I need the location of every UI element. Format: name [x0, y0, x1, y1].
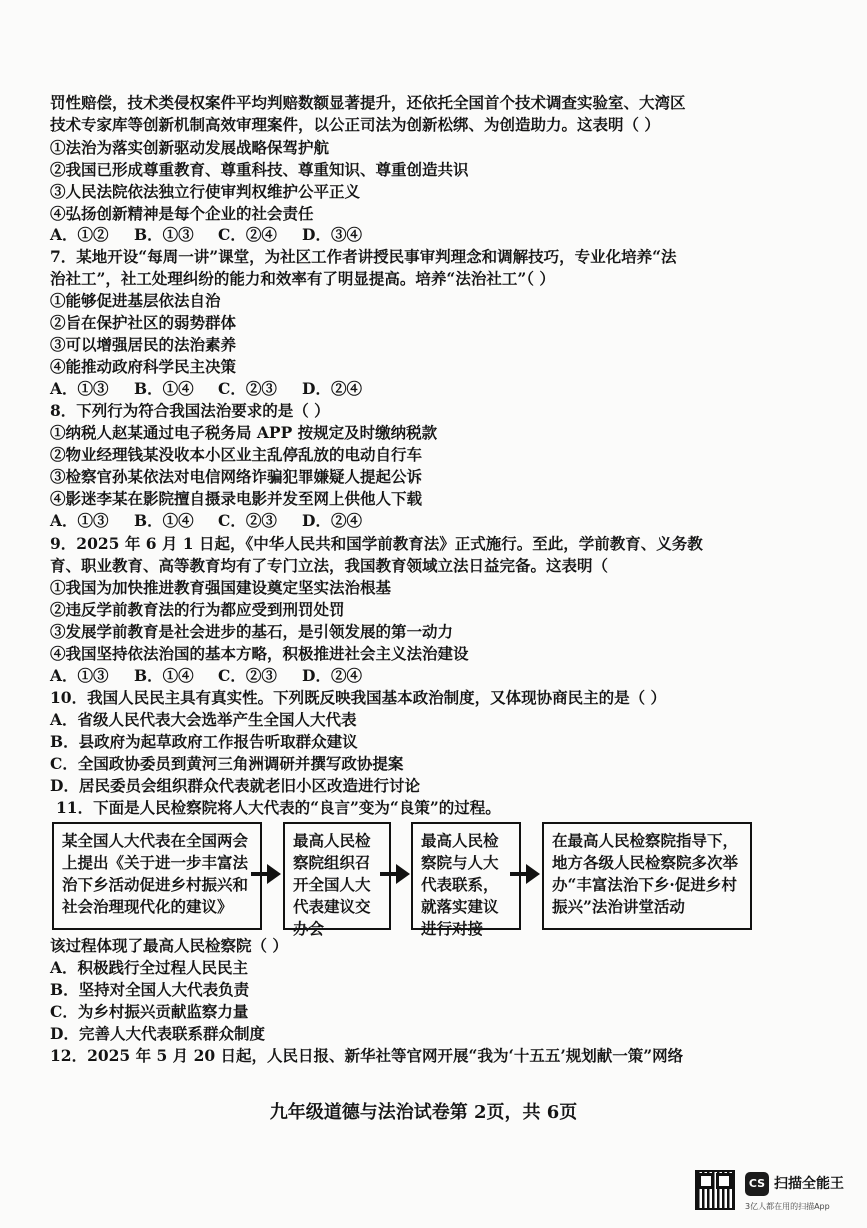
flow-step-3: 最高人民检察院与人大代表联系，就落实建议进行对接 — [411, 822, 521, 930]
footer-text: 九年级道德与法治试卷第 2页，共 6页 — [269, 1102, 578, 1123]
text-line: ④能推动政府科学民主决策 — [50, 357, 237, 376]
scanner-tagline: 3亿人都在用的扫描App — [745, 1202, 830, 1211]
flow-step-4: 在最高人民检察院指导下，地方各级人民检察院多次举办“丰富法治下乡·促进乡村振兴”法治讲堂活动 — [542, 822, 752, 930]
text-line: D．居民委员会组织群众代表就老旧小区改造进行讨论 — [50, 776, 420, 795]
option-a: A．①② — [50, 225, 109, 244]
text-line: B．县政府为起草政府工作报告听取群众建议 — [50, 732, 358, 751]
option-b: B．①③ — [134, 225, 194, 244]
page-footer — [0, 1098, 867, 1124]
text-line: C．为乡村振兴贡献监察力量 — [50, 1002, 249, 1021]
option-c: C．②③ — [218, 666, 277, 685]
option-d: D．③④ — [302, 225, 362, 244]
answer-options — [50, 511, 362, 531]
text-line: 治社工”，社工处理纠纷的能力和效率有了明显提高。培养“法治社工”（ ） — [50, 269, 555, 288]
arrow-right-icon — [396, 864, 410, 884]
arrow-right-icon — [526, 864, 540, 884]
scanner-logo: CS — [745, 1172, 769, 1196]
qr-code-icon — [695, 1170, 735, 1210]
flow-step-1: 某全国人大代表在全国两会上提出《关于进一步丰富法治下乡活动促进乡村振兴和社会治理现代化的建议》 — [52, 822, 262, 930]
text-line: 育、职业教育、高等教育均有了专门立法，我国教育领域立法日益完备。这表明（ — [50, 556, 609, 575]
option-a: A．①③ — [50, 511, 109, 530]
text-line: C．全国政协委员到黄河三角洲调研并撰写政协提案 — [50, 754, 404, 773]
text-line: ④影迷李某在影院擅自摄录电影并发至网上供他人下载 — [50, 489, 423, 508]
question-10: 10．我国人民民主具有真实性。下列既反映我国基本政治制度，又体现协商民主的是（ ） — [50, 688, 666, 707]
text-line: ②旨在保护社区的弱势群体 — [50, 313, 237, 332]
question-11: 11．下面是人民检察院将人大代表的“良言”变为“良策”的过程。 — [56, 798, 501, 817]
option-b: B．①④ — [134, 379, 194, 398]
question-9: 9．2025 年 6 月 1 日起，《中华人民共和国学前教育法》正式施行。至此，学前教育、义务教 — [50, 534, 703, 553]
question-7: 7．某地开设“每周一讲”课堂，为社区工作者讲授民事审判理念和调解技巧，专业化培养“法 — [50, 247, 677, 266]
text-line: ③可以增强居民的法治素养 — [50, 335, 237, 354]
text-line: A．省级人民代表大会选举产生全国人大代表 — [50, 710, 357, 729]
option-c: C．②③ — [218, 379, 277, 398]
text-line: ③检察官孙某依法对电信网络诈骗犯罪嫌疑人提起公诉 — [50, 467, 423, 486]
text-line: 该过程体现了最高人民检察院（ ） — [50, 936, 288, 955]
text-line: D．完善人大代表联系群众制度 — [50, 1024, 265, 1043]
option-d: D．②④ — [302, 666, 362, 685]
flow-step-2: 最高人民检察院组织召开全国人大代表建议交办会 — [283, 822, 391, 930]
text-line: ③人民法院依法独立行使审判权维护公平正义 — [50, 182, 361, 201]
text-line: ①纳税人赵某通过电子税务局 APP 按规定及时缴纳税款 — [50, 423, 438, 442]
text-line: ①我国为加快推进教育强国建设奠定坚实法治根基 — [50, 578, 392, 597]
option-c: C．②③ — [218, 511, 277, 530]
text-line: ②我国已形成尊重教育、尊重科技、尊重知识、尊重创造共识 — [50, 160, 469, 179]
text-line: 罚性赔偿，技术类侵权案件平均判赔数额显著提升，还依托全国首个技术调查实验室、大湾区 — [50, 93, 686, 112]
text-line: ④弘扬创新精神是每个企业的社会责任 — [50, 204, 314, 223]
text-line: ②物业经理钱某没收本小区业主乱停乱放的电动自行车 — [50, 445, 423, 464]
arrow-right-icon — [267, 864, 281, 884]
text-line: ①法治为落实创新驱动发展战略保驾护航 — [50, 138, 330, 157]
text-line: ②违反学前教育法的行为都应受到刑罚处罚 — [50, 600, 345, 619]
option-d: D．②④ — [302, 379, 362, 398]
option-b: B．①④ — [134, 666, 194, 685]
text-line: B．坚持对全国人大代表负责 — [50, 980, 250, 999]
scanner-app-name: 扫描全能王 — [774, 1176, 844, 1192]
option-c: C．②④ — [218, 225, 277, 244]
option-a: A．①③ — [50, 666, 109, 685]
text-line: 技术专家库等创新机制高效审理案件，以公正司法为创新松绑、为创造助力。这表明（ ） — [50, 115, 660, 134]
text-line: ④我国坚持依法治国的基本方略，积极推进社会主义法治建设 — [50, 644, 469, 663]
option-a: A．①③ — [50, 379, 109, 398]
flow-diagram — [0, 822, 867, 938]
text-line: ①能够促进基层依法自治 — [50, 291, 221, 310]
answer-options — [50, 379, 362, 399]
option-b: B．①④ — [134, 511, 194, 530]
question-12: 12．2025 年 5 月 20 日起，人民日报、新华社等官网开展“我为‘十五五’规划献一策”网络 — [50, 1046, 684, 1065]
question-8: 8．下列行为符合我国法治要求的是（ ） — [50, 401, 330, 420]
answer-options — [50, 666, 362, 686]
answer-options — [50, 225, 362, 245]
text-line: A．积极践行全过程人民民主 — [50, 958, 249, 977]
option-d: D．②④ — [302, 511, 362, 530]
text-line: ③发展学前教育是社会进步的基石，是引领发展的第一动力 — [50, 622, 454, 641]
